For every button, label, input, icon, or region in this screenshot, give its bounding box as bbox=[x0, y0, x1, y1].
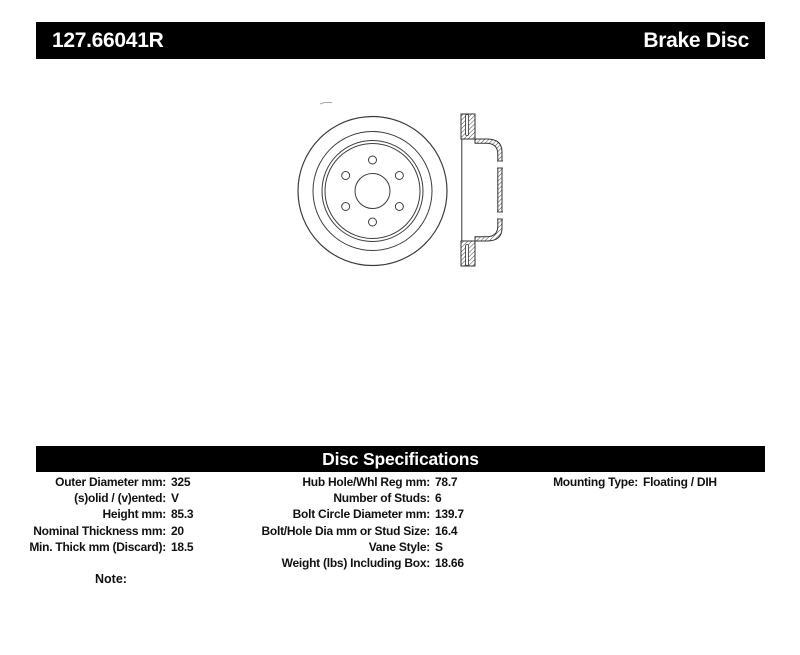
spec-label: Vane Style: bbox=[368, 539, 430, 554]
hat-flange-circle-inner bbox=[325, 144, 420, 239]
stud-hole bbox=[395, 203, 403, 211]
stud-hole bbox=[342, 172, 350, 180]
friction-inner-circle bbox=[313, 132, 432, 251]
spec-row bbox=[250, 539, 464, 555]
spec-label: Hub Hole/Whl Reg mm: bbox=[302, 475, 430, 490]
header-bar bbox=[36, 22, 765, 59]
spec-row bbox=[250, 474, 464, 490]
spec-label: Bolt/Hole Dia mm or Stud Size: bbox=[261, 523, 430, 538]
spec-label: Height mm: bbox=[102, 507, 166, 522]
spec-row bbox=[16, 539, 193, 555]
spec-value: 20 bbox=[171, 523, 184, 538]
spec-value: 78.7 bbox=[435, 475, 458, 490]
spec-label: Mounting Type: bbox=[553, 475, 638, 490]
spec-value: 139.7 bbox=[435, 507, 464, 522]
spec-row bbox=[16, 490, 193, 506]
spec-value: 325 bbox=[171, 475, 191, 490]
spec-value: 6 bbox=[435, 491, 442, 506]
brake-disc-drawing bbox=[275, 95, 520, 285]
spec-section-header bbox=[36, 446, 765, 472]
stud-hole-section bbox=[497, 161, 503, 168]
stud-hole-section bbox=[497, 212, 503, 219]
stud-hole bbox=[395, 172, 403, 180]
stud-hole bbox=[342, 203, 350, 211]
spec-value: 18.5 bbox=[171, 539, 194, 554]
spec-label: (s)olid / (v)ented: bbox=[74, 491, 166, 506]
spec-value: 18.66 bbox=[435, 556, 464, 571]
spec-value: 16.4 bbox=[435, 523, 458, 538]
stud-hole bbox=[369, 218, 377, 226]
center-hole-circle bbox=[355, 174, 390, 209]
spec-row bbox=[520, 474, 717, 490]
stud-hole bbox=[369, 156, 377, 164]
front-view-drawing bbox=[298, 102, 447, 265]
spec-row bbox=[250, 523, 464, 539]
spec-column-middle bbox=[250, 474, 464, 571]
spec-label: Outer Diameter mm: bbox=[55, 475, 166, 490]
spec-value: V bbox=[171, 491, 179, 506]
spec-value: S bbox=[435, 539, 443, 554]
spec-column-left bbox=[16, 474, 193, 555]
hat-profile-section bbox=[475, 139, 502, 241]
top-vent-slot bbox=[466, 115, 469, 136]
spec-label: Bolt Circle Diameter mm: bbox=[292, 507, 430, 522]
note-label: Note: bbox=[95, 572, 127, 586]
spec-label: Weight (lbs) Including Box: bbox=[281, 556, 430, 571]
bottom-vent-slot bbox=[466, 245, 469, 266]
spec-row bbox=[250, 506, 464, 522]
spec-value: 85.3 bbox=[171, 507, 194, 522]
spec-row bbox=[250, 490, 464, 506]
cross-section-drawing bbox=[461, 114, 503, 266]
spec-label: Min. Thick mm (Discard): bbox=[29, 539, 166, 554]
spec-row bbox=[250, 555, 464, 571]
product-type: Brake Disc bbox=[643, 28, 749, 52]
stray-tick-mark bbox=[320, 102, 332, 104]
spec-row bbox=[16, 474, 193, 490]
spec-row bbox=[16, 523, 193, 539]
spec-label: Nominal Thickness mm: bbox=[33, 523, 166, 538]
spec-value: Floating / DIH bbox=[643, 475, 717, 490]
spec-column-right bbox=[520, 474, 717, 490]
outer-edge-circle bbox=[298, 117, 447, 266]
spec-label: Number of Studs: bbox=[333, 491, 430, 506]
spec-row bbox=[16, 506, 193, 522]
part-number: 127.66041R bbox=[52, 28, 164, 52]
spec-section-title: Disc Specifications bbox=[322, 448, 479, 469]
